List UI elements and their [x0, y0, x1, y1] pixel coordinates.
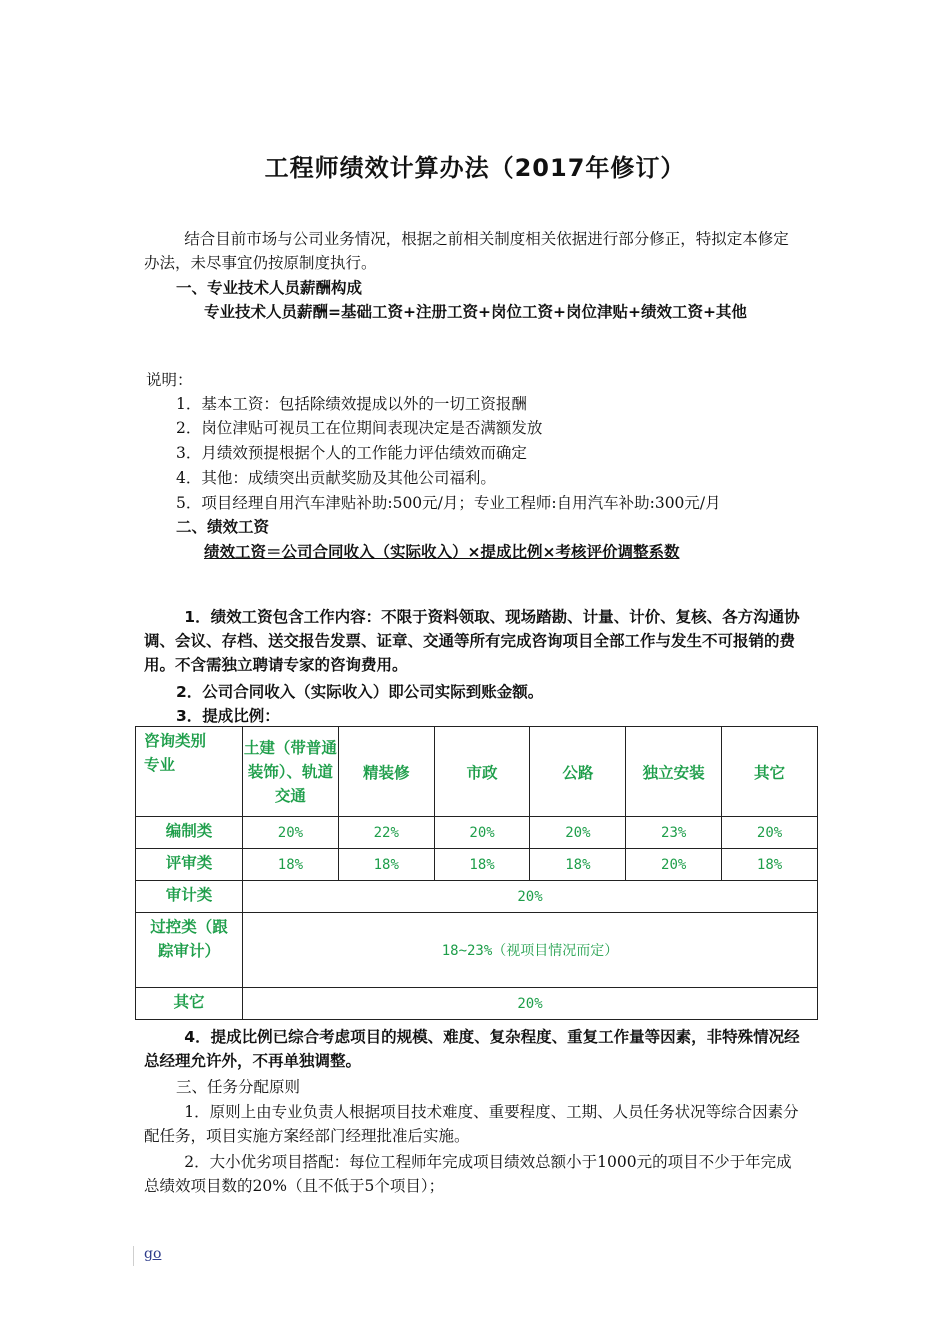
rate-cell: 18%	[530, 849, 626, 881]
rate-cell: 20%	[434, 817, 530, 849]
row-label: 评审类	[136, 849, 243, 881]
rate-cell-merged: 20%	[243, 881, 818, 913]
rate-cell: 22%	[338, 817, 434, 849]
note-item: 5．项目经理自用汽车津贴补助:500元/月；专业工程师:自用汽车补助:300元/月	[176, 494, 721, 512]
section2-item: 2．公司合同收入（实际收入）即公司实际到账金额。	[176, 683, 544, 701]
rate-cell: 20%	[722, 817, 818, 849]
row-label: 编制类	[136, 817, 243, 849]
rate-cell: 18%	[243, 849, 339, 881]
section3-item: 2．大小优劣项目搭配：每位工程师年完成项目绩效总额小于1000元的项目不少于年完成总绩效项目数的20%（且不低于5个项目）；	[144, 1153, 792, 1195]
section2-heading: 二、绩效工资	[176, 518, 270, 536]
column-header: 其它	[722, 727, 818, 817]
rate-cell: 20%	[243, 817, 339, 849]
corner-bottom-label: 专业	[144, 756, 176, 774]
performance-formula: 绩效工资＝公司合同收入（实际收入）×提成比例×考核评价调整系数	[204, 543, 680, 561]
table-row	[136, 913, 818, 988]
section2-item: 3．提成比例：	[176, 707, 280, 725]
table-row	[136, 988, 818, 1020]
rate-cell: 20%	[626, 849, 722, 881]
rate-cell: 18%	[722, 849, 818, 881]
section1-heading: 一、专业技术人员薪酬构成	[176, 279, 363, 297]
rate-cell-merged: 18~23%（视项目情况而定）	[243, 913, 818, 988]
section3-heading: 三、任务分配原则	[176, 1078, 301, 1096]
section2-note: 4．提成比例已综合考虑项目的规模、难度、复杂程度、重复工作量等因素，非特殊情况经总经理允许外，不再单独调整。	[144, 1028, 800, 1070]
rate-cell: 20%	[530, 817, 626, 849]
rate-cell: 18%	[338, 849, 434, 881]
note-item: 1．基本工资：包括除绩效提成以外的一切工资报酬	[176, 395, 527, 413]
column-header: 土建（带普通装饰）、轨道交通	[243, 727, 339, 817]
table-row	[136, 881, 818, 913]
column-header: 公路	[530, 727, 626, 817]
note-item: 2．岗位津贴可视员工在位期间表现决定是否满额发放	[176, 419, 543, 437]
rate-cell: 23%	[626, 817, 722, 849]
row-label: 其它	[136, 988, 243, 1020]
row-label: 审计类	[136, 881, 243, 913]
table-row	[136, 849, 818, 881]
salary-formula: 专业技术人员薪酬=基础工资+注册工资+岗位工资+岗位津贴+绩效工资+其他	[204, 303, 747, 321]
footer-link[interactable]: go	[144, 1246, 162, 1262]
intro-paragraph: 结合目前市场与公司业务情况，根据之前相关制度相关依据进行部分修正，特拟定本修定办法，未尽事宜仍按原制度执行。	[144, 230, 789, 272]
rate-cell-merged: 20%	[243, 988, 818, 1020]
row-label: 过控类（跟踪审计）	[136, 913, 243, 988]
section2-item: 1．绩效工资包含工作内容：不限于资料领取、现场踏勘、计量、计价、复核、各方沟通协调、会议、存档、送交报告发票、证章、交通等所有完成咨询项目全部工作与发生不可报销的费用。不含需独立聘请专家的咨询费用。	[144, 608, 800, 674]
commission-rate-table	[135, 726, 818, 1020]
notes-label: 说明：	[146, 371, 193, 389]
table-header-row	[136, 727, 818, 817]
page-footer	[133, 1246, 161, 1266]
corner-cell	[136, 727, 243, 817]
column-header: 精装修	[338, 727, 434, 817]
corner-top-label: 咨询类别	[144, 732, 207, 750]
page-title: 工程师绩效计算办法（2017年修订）	[264, 154, 686, 182]
rate-cell: 18%	[434, 849, 530, 881]
section3-item: 1．原则上由专业负责人根据项目技术难度、重要程度、工期、人员任务状况等综合因素分配任务，项目实施方案经部门经理批准后实施。	[144, 1103, 799, 1145]
table-row	[136, 817, 818, 849]
column-header: 独立安装	[626, 727, 722, 817]
column-header: 市政	[434, 727, 530, 817]
note-item: 3．月绩效预提根据个人的工作能力评估绩效而确定	[176, 444, 527, 462]
note-item: 4．其他：成绩突出贡献奖励及其他公司福利。	[176, 469, 496, 487]
